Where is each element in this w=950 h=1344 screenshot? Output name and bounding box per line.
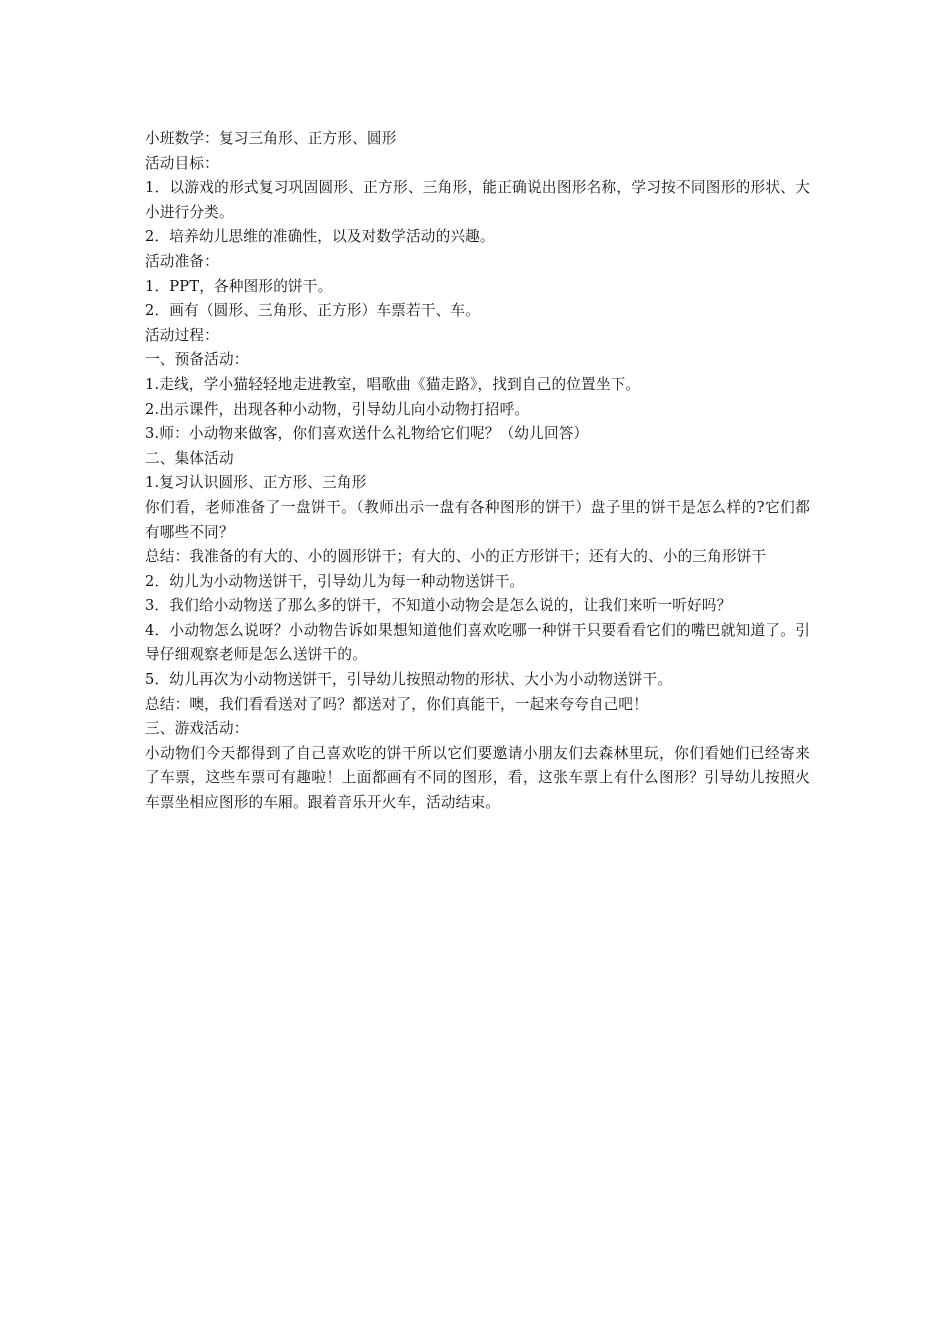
paragraph: 3.师：小动物来做客，你们喜欢送什么礼物给它们呢？（幼儿回答） (145, 425, 589, 443)
paragraph: 5．幼儿再次为小动物送饼干，引导幼儿按照动物的形状、大小为小动物送饼干。 (145, 671, 673, 689)
paragraph: 3．我们给小动物送了那么多的饼干，不知道小动物会是怎么说的，让我们来听一听好吗？ (145, 597, 732, 615)
section-heading: 一、预备活动： (145, 351, 249, 369)
document-title: 小班数学：复习三角形、正方形、圆形 (145, 130, 397, 147)
paragraph: 2．培养幼儿思维的准确性，以及对数学活动的兴趣。 (145, 228, 495, 246)
section-heading: 二、集体活动 (145, 449, 234, 467)
paragraph: 4．小动物怎么说呀？小动物告诉如果想知道他们喜欢吃哪一种饼干只要看看它们的嘴巴就知道了。引导仔细观察老师是怎么送饼干的。 (145, 621, 810, 664)
paragraph: 1.走线，学小猫轻轻地走进教室，唱歌曲《猫走路》，找到自己的位置坐下。 (145, 375, 641, 393)
paragraph: 2.出示课件，出现各种小动物，引导幼儿向小动物打招呼。 (145, 400, 530, 418)
section-heading: 三、游戏活动： (145, 720, 249, 738)
paragraph: 1．以游戏的形式复习巩固圆形、正方形、三角形，能正确说出图形名称，学习按不同图形的形状、大小进行分类。 (145, 179, 810, 221)
process-heading: 活动过程： (145, 326, 219, 344)
paragraph: 总结：我准备的有大的、小的圆形饼干；有大的、小的正方形饼干；还有大的、小的三角形饼干 (145, 548, 767, 566)
paragraph: 总结：噢，我们看看送对了吗？都送对了，你们真能干，一起来夸夸自己吧！ (145, 695, 648, 713)
document-body (145, 127, 810, 816)
paragraph: 1．PPT，各种图形的饼干。 (145, 277, 333, 295)
paragraph: 你们看，老师准备了一盘饼干。（教师出示一盘有各种图形的饼干）盘子里的饼干是怎么样的?它们都有哪些不同？ (145, 498, 810, 541)
paragraph: 2．幼儿为小动物送饼干，引导幼儿为每一种动物送饼干。 (145, 572, 525, 590)
paragraph: 2．画有（圆形、三角形、正方形）车票若干、车。 (145, 302, 480, 320)
paragraph: 1.复习认识圆形、正方形、三角形 (145, 474, 367, 492)
preparation-heading: 活动准备： (145, 252, 219, 270)
paragraph: 小动物们今天都得到了自己喜欢吃的饼干所以它们要邀请小朋友们去森林里玩，你们看她们已经寄来了车票，这些车票可有趣啦！上面都画有不同的图形，看，这张车票上有什么图形？引导幼儿按照火车票坐相应图形的车厢。跟着音乐开火车，活动结束。 (145, 744, 810, 812)
objectives-heading: 活动目标： (145, 154, 219, 172)
